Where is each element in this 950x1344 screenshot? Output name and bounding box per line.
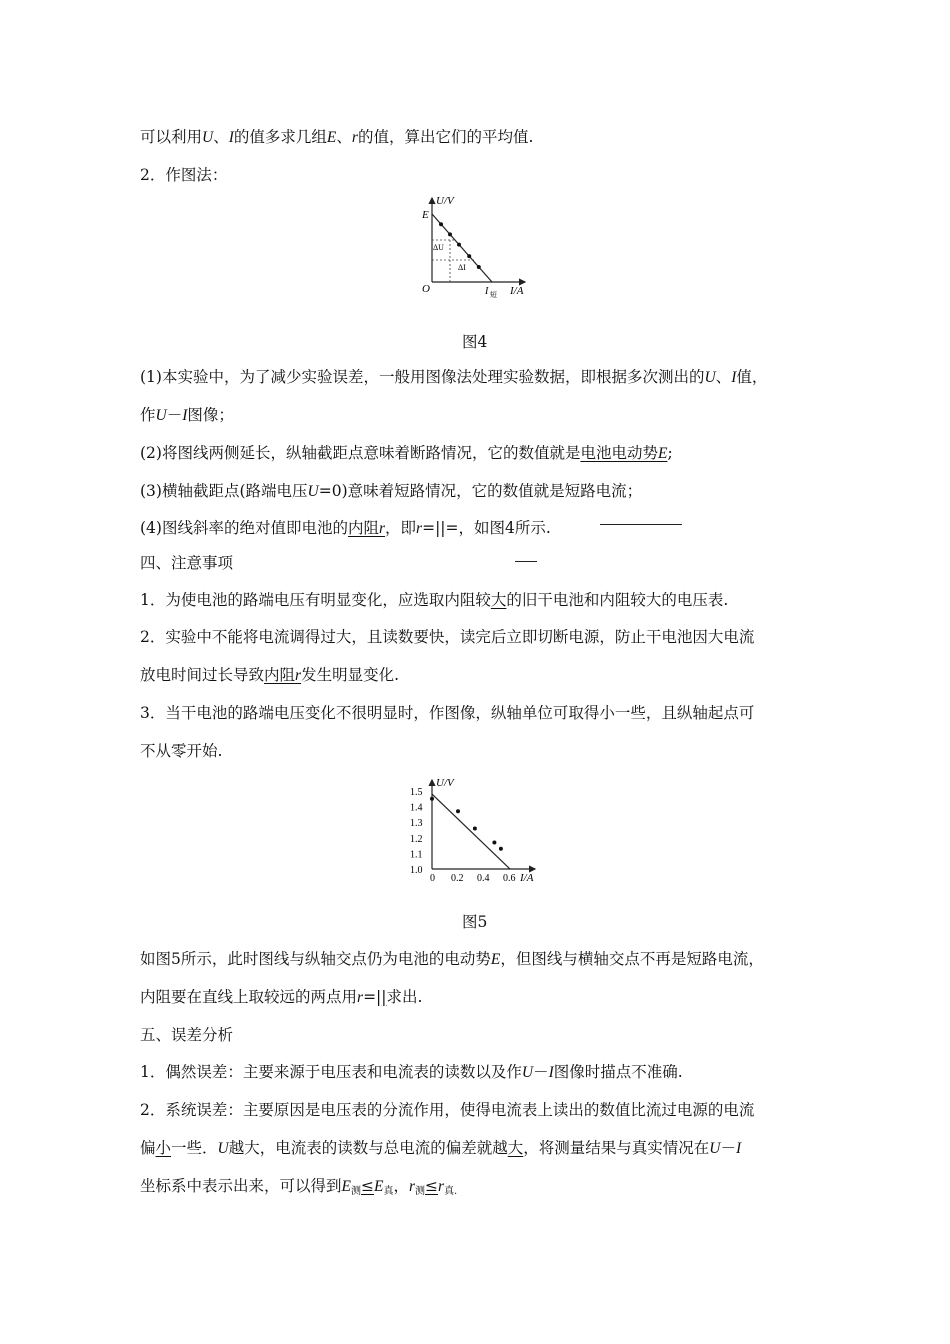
fig4-e-label: E [422, 209, 429, 221]
figure-5 [400, 774, 550, 889]
text-line-13: 不从零开始. [140, 742, 223, 760]
fig4-data-point [439, 222, 443, 226]
text-line-12: 3．当干电池的路端电压变化不很明显时，作图像，纵轴单位可取得小一些，且纵轴起点可 [140, 704, 755, 722]
fig4-x-label: I/A [510, 285, 524, 297]
text-line-19: 偏小一些．U越大，电流表的读数与总电流的偏差就越大，将测量结果与真实情况在U－I [140, 1139, 742, 1157]
fig5-data-point [499, 847, 503, 851]
fig5-data-point [492, 840, 496, 844]
fig4-data-point [477, 265, 481, 269]
section-heading-5: 五、误差分析 [140, 1026, 234, 1044]
text-line-11: 放电时间过长导致内阻r发生明显变化. [140, 666, 400, 684]
fig5-y-tick-label: 1.0 [410, 865, 423, 876]
fig4-data-point [448, 232, 452, 236]
text-line-9: 1．为使电池的路端电压有明显变化，应选取内阻较大的旧干电池和内阻较大的电压表. [140, 591, 729, 609]
fig4-short-sub: 短 [490, 291, 497, 299]
fig5-points [430, 797, 503, 851]
fig5-x-tick-label: 0.2 [451, 873, 464, 884]
fig5-y-tick-label: 1.1 [410, 849, 423, 861]
fig5-y-tick-label: 1.4 [410, 802, 423, 814]
text-line-4: 作U－I图像； [140, 406, 234, 424]
fig5-y-tick-label: 1.2 [410, 833, 423, 845]
fig5-y-label: U/V [436, 777, 454, 789]
text-line-20: 坐标系中表示出来，可以得到$E_测\le E_真$，$r_测\le r_{真.}$ [140, 1177, 458, 1197]
fig4-data-point [457, 243, 461, 247]
text-line-10: 2．实验中不能将电流调得过大，且读数要快，读完后立即切断电源，防止干电池因大电流 [140, 628, 755, 646]
text-line-1: 可以利用U、I的值多求几组E、r的值，算出它们的平均值. [140, 128, 534, 146]
figure-5-caption: 图5 [462, 913, 488, 931]
fig5-y-tick-label: 1.3 [410, 818, 423, 830]
fraction-bar-2 [515, 561, 537, 562]
text-line-3: (1)本实验中，为了减少实验误差，一般用图像法处理实验数据，即根据多次测出的U、I值， [140, 368, 768, 386]
fig5-data-point [430, 797, 434, 801]
fraction-bar-1 [600, 524, 682, 525]
fig5-y-ticks [410, 787, 423, 876]
text-line-14: 如图5所示，此时图线与纵轴交点仍为电池的电动势E，但图线与横轴交点不再是短路电流， [140, 950, 764, 968]
fig5-data-point [456, 809, 460, 813]
figure-4 [400, 192, 540, 302]
fig4-du-label: ΔU [433, 243, 444, 252]
fig5-x-tick-label: 0 [430, 873, 435, 884]
fig4-short-label: I [485, 286, 489, 297]
fig5-data-point [473, 826, 477, 830]
text-line-2: 2．作图法： [140, 166, 228, 184]
fig5-x-tick-label: 0.4 [477, 873, 490, 884]
text-line-17: 1．偶然误差：主要来源于电压表和电流表的读数以及作U－I图像时描点不准确. [140, 1063, 683, 1081]
fig5-x-label: I/A [520, 872, 534, 884]
fig5-x-tick-label: 0.6 [503, 873, 516, 884]
text-line-7: (4)图线斜率的绝对值即电池的内阻r，即r=||=，如图4所示. [140, 519, 551, 537]
fig4-y-label: U/V [436, 195, 454, 207]
fig4-data-point [467, 254, 471, 258]
text-line-18: 2．系统误差：主要原因是电压表的分流作用，使得电流表上读出的数值比流过电源的电流 [140, 1101, 755, 1119]
fig5-fit-line [432, 794, 510, 869]
fig4-di-label: ΔI [458, 263, 466, 272]
fig4-origin-label: O [422, 283, 430, 295]
text-line-6: (3)横轴截距点(路端电压U=0)意味着短路情况，它的数值就是短路电流； [140, 482, 643, 500]
fig5-y-tick-label: 1.5 [410, 787, 423, 798]
fig5-x-ticks [430, 873, 516, 884]
figure-4-caption: 图4 [462, 333, 488, 351]
text-line-15: 内阻要在直线上取较远的两点用r=||求出. [140, 988, 423, 1006]
section-heading-4: 四、注意事项 [140, 554, 234, 572]
text-line-5: (2)将图线两侧延长，纵轴截距点意味着断路情况，它的数值就是电池电动势E; [140, 444, 673, 462]
